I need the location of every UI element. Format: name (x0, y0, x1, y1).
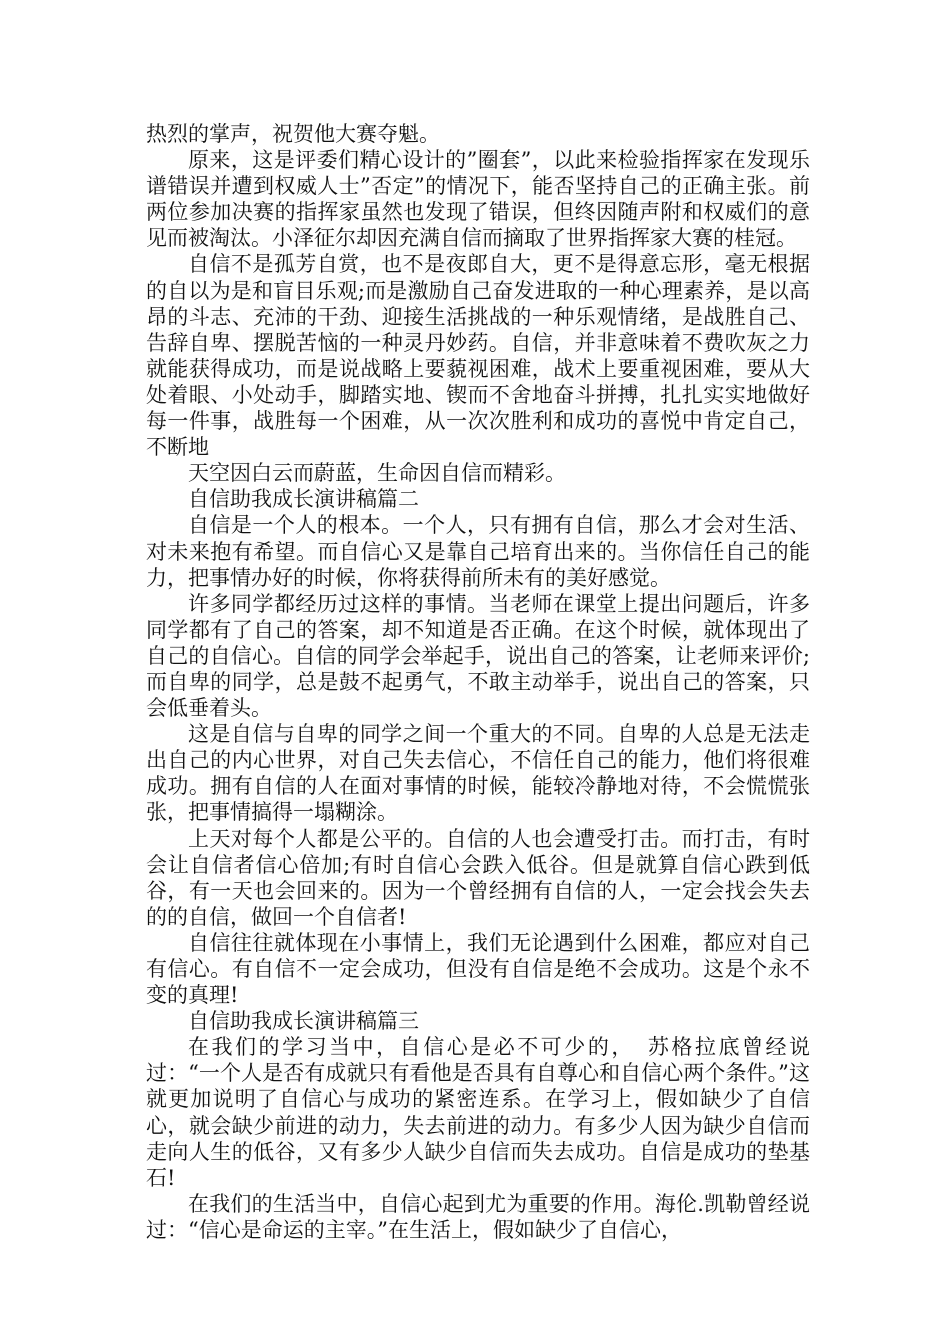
paragraph: 自信不是孤芳自赏，也不是夜郎自大，更不是得意忘形，毫无根据的自以为是和盲目乐观;而是激励自己奋发进取的一种心理素养，是以高昂的斗志、充沛的干劲、迎接生活挑战的一种乐观情绪，是战胜自己、告辞自卑、摆脱苦恼的一种灵丹妙药。自信，并非意味着不费吹灰之力就能获得成功，而是说战略上要藐视困难，战术上要重视困难，要从大处着眼、小处动手，脚踏实地、锲而不舍地奋斗拼搏，扎扎实实地做好每一件事，战胜每一个困难，从一次次胜利和成功的喜悦中肯定自己，不断地 (146, 252, 810, 460)
paragraph: 这是自信与自卑的同学之间一个重大的不同。自卑的人总是无法走出自己的内心世界，对自己失去信心，不信任自己的能力，他们将很难成功。拥有自信的人在面对事情的时候，能较冷静地对待，不会慌慌张张，把事情搞得一塌糊涂。 (146, 722, 810, 825)
paragraph: 在我们的生活当中，自信心起到尤为重要的作用。海伦.凯勒曾经说过：“信心是命运的主宰。”在生活上，假如缺少了自信心， (146, 1191, 810, 1242)
paragraph: 上天对每个人都是公平的。自信的人也会遭受打击。而打击，有时会让自信者信心倍加;有时自信心会跌入低谷。但是就算自信心跌到低谷，有一天也会回来的。因为一个曾经拥有自信的人，一定会找会失去的的自信，做回一个自信者! (146, 826, 810, 929)
paragraph: 自信往往就体现在小事情上，我们无论遇到什么困难，都应对自己有信心。有自信不一定会成功，但没有自信是绝不会成功。这是个永不变的真理! (146, 930, 810, 1008)
paragraph: 热烈的掌声，祝贺他大赛夺魁。 (146, 122, 440, 146)
document-page (146, 121, 810, 1243)
section-heading: 自信助我成长演讲稿篇三 (188, 1009, 419, 1034)
paragraph: 许多同学都经历过这样的事情。当老师在课堂上提出问题后，许多同学都有了自己的答案，却不知道是否正确。在这个时候，就体现出了自己的自信心。自信的同学会举起手，说出自己的答案，让老师来评价;而自卑的同学，总是鼓不起勇气，不敢主动举手，说出自己的答案，只会低垂着头。 (146, 591, 810, 721)
paragraph: 天空因白云而蔚蓝，生命因自信而精彩。 (188, 461, 566, 486)
paragraph: 自信是一个人的根本。一个人，只有拥有自信，那么才会对生活、对未来抱有希望。而自信心又是靠自己培育出来的。当你信任自己的能力，把事情办好的时候，你将获得前所未有的美好感觉。 (146, 513, 810, 590)
paragraph: 在我们的学习当中，自信心是必不可少的， 苏格拉底曾经说过：“一个人是否有成就只有看他是否具有自尊心和自信心两个条件。”这就更加说明了自信心与成功的紧密连系。在学习上，假如缺少了自信心，就会缺少前进的动力，失去前进的动力。有多少人因为缺少自信而走向人生的低谷，又有多少人缺少自信而失去成功。自信是成功的垫基石! (146, 1035, 810, 1190)
section-heading: 自信助我成长演讲稿篇二 (188, 487, 419, 512)
paragraph: 原来，这是评委们精心设计的”圈套”，以此来检验指挥家在发现乐谱错误并遭到权威人士”否定”的情况下，能否坚持自己的正确主张。前两位参加决赛的指挥家虽然也发现了错误，但终因随声附和权威们的意见而被淘汰。小泽征尔却因充满自信而摘取了世界指挥家大赛的桂冠。 (146, 148, 810, 251)
